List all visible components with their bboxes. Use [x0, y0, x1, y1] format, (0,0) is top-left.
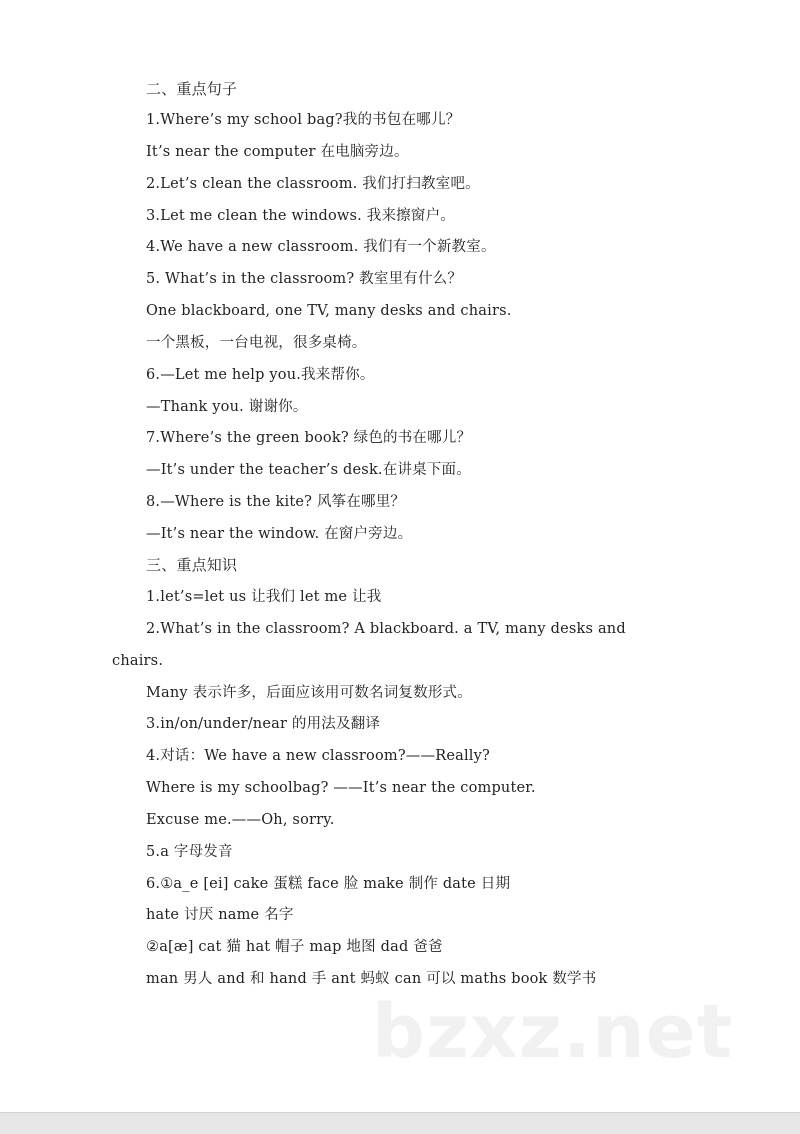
- text-line: 5.a 字母发音: [146, 844, 233, 860]
- text-line: —It’s under the teacher’s desk.在讲桌下面。: [146, 462, 471, 478]
- text-line: 1.let’s=let us 让我们 let me 让我: [146, 589, 382, 605]
- text-line: 7.Where’s the green book? 绿色的书在哪儿？: [146, 430, 472, 446]
- text-line: 2.Let’s clean the classroom. 我们打扫教室吧。: [146, 176, 480, 192]
- text-line: 6.①a_e [ei] cake 蛋糕 face 脸 make 制作 date 日期: [146, 876, 511, 892]
- text-line: 2.What’s in the classroom? A blackboard. a TV, many desks and: [146, 621, 626, 637]
- text-line: 4.对话：We have a new classroom?——Really?: [146, 748, 490, 764]
- text-line: Where is my schoolbag? ——It’s near the computer.: [146, 780, 536, 796]
- watermark-logo: bzxz.net: [372, 989, 734, 1075]
- text-line: ②a[æ] cat 猫 hat 帽子 map 地图 dad 爸爸: [146, 939, 443, 955]
- section-heading-key-sentences: 二、重点句子: [146, 80, 238, 98]
- text-line: 一个黑板，一台电视，很多桌椅。: [146, 335, 367, 351]
- text-line-continuation: chairs.: [112, 653, 164, 669]
- text-line: It’s near the computer 在电脑旁边。: [146, 144, 409, 160]
- section-heading-key-knowledge: 三、重点知识: [146, 556, 238, 574]
- text-line: 3.Let me clean the windows. 我来擦窗户。: [146, 208, 455, 224]
- text-line: One blackboard, one TV, many desks and chairs.: [146, 303, 512, 319]
- text-line: Many 表示许多，后面应该用可数名词复数形式。: [146, 685, 472, 701]
- bottom-bar: [0, 1112, 800, 1134]
- text-line: 5. What’s in the classroom? 教室里有什么？: [146, 271, 463, 287]
- text-line: —Thank you. 谢谢你。: [146, 399, 308, 415]
- text-line: Excuse me.——Oh, sorry.: [146, 812, 335, 828]
- text-line: man 男人 and 和 hand 手 ant 蚂蚁 can 可以 maths book 数学书: [146, 971, 597, 987]
- text-line: hate 讨厌 name 名字: [146, 907, 294, 923]
- text-line: 6.—Let me help you.我来帮你。: [146, 367, 375, 383]
- text-line: 8.—Where is the kite? 风筝在哪里？: [146, 494, 406, 510]
- text-line: 3.in/on/under/near 的用法及翻译: [146, 716, 381, 732]
- text-line: 4.We have a new classroom. 我们有一个新教室。: [146, 239, 496, 255]
- text-line: —It’s near the window. 在窗户旁边。: [146, 526, 413, 542]
- text-line: 1.Where’s my school bag?我的书包在哪儿？: [146, 112, 461, 128]
